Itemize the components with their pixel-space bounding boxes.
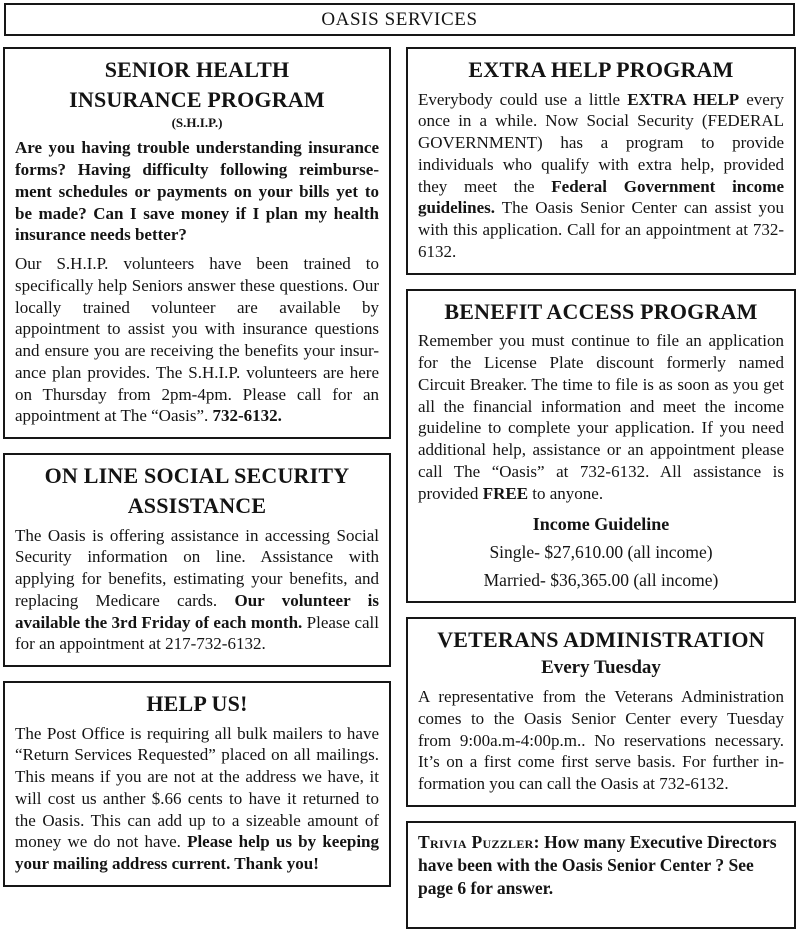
trivia-paragraph [418, 831, 784, 901]
right-column [406, 47, 796, 929]
benefit-access-title: BENEFIT ACCESS PROGRAM [444, 298, 758, 324]
content-columns [3, 47, 796, 929]
extra-help-paragraph [418, 89, 784, 263]
text-segment: Trivia Puzzler: [418, 831, 540, 852]
benefit-access-box [406, 289, 796, 604]
text-segment: Federal Government income guidelines. [418, 176, 784, 218]
text-segment: 732-6132. [212, 406, 282, 426]
online-ss-paragraph [15, 525, 379, 656]
text-segment: EXTRA HELP [627, 89, 740, 109]
text-segment: Please help us by keeping your mailing address current. Thank you! [15, 832, 380, 874]
text-segment: FREE [482, 483, 529, 503]
left-column [3, 47, 391, 887]
veterans-paragraph [418, 686, 784, 795]
online-social-security-box [3, 453, 391, 667]
text-segment: Remember you must continue to file an application for the License Plate discount formerly named Circuit Breaker. The time to file is as soon as you get all the financial information and meet the income guideline to complete your application. If you need additional help, assistance or an appointment please call The “Oasis” at 732-6132. All assistance is provided [418, 331, 784, 503]
text-segment: The Post Office is requiring all bulk mailers to have “Return Services Requested” placed on all mailings. This means if you are not at the address we have, it will cost us anther $.66 cents to have it returned to the Oasis. This can add up to a sizeable amount of money we do not have. [15, 723, 379, 852]
veterans-subtitle: Every Tuesday [541, 657, 661, 679]
ship-box [3, 47, 391, 439]
ship-title [15, 55, 379, 114]
online-ss-title-line1: ON LINE SOCIAL SECURITY [44, 463, 350, 489]
text-segment: Everybody could use a little [418, 89, 628, 109]
help-us-paragraph [15, 723, 379, 875]
ship-title-line2: INSURANCE PROGRAM [69, 86, 325, 112]
text-segment: every once in a while. Now Social Security (FEDERAL GOVERNMENT) has a program to provide individuals who qualify with extra help, provided they meet the [418, 89, 784, 196]
text-segment: The Oasis is offering assistance in accessing Social Security information on line. Assistance with applying for benefits, estimating your benefits, and replacing Medicare cards. [15, 525, 379, 610]
extra-help-title: EXTRA HELP PROGRAM [468, 57, 734, 82]
text-segment: Are you having trouble understanding insurance forms? Having difficulty following reimburse-ment schedules or payments on your bills yet to be made? Can I save money if I plan my health insurance needs better? [15, 138, 379, 245]
income-guideline-single: Single- $27,610.00 (all income) [489, 542, 713, 563]
ship-paragraph-questions [15, 137, 379, 246]
page-header [4, 3, 795, 36]
help-us-title: HELP US! [146, 691, 248, 716]
ship-title-line1: SENIOR HEALTH [104, 57, 290, 82]
text-segment: Please call for an appointment at 217-732-6132. [15, 612, 379, 654]
income-guideline-heading: Income Guideline [532, 514, 670, 535]
veterans-title: VETERANS ADMINISTRATION [437, 627, 765, 653]
ship-subtitle: (S.H.I.P.) [171, 115, 223, 131]
ship-paragraph-details [15, 253, 379, 427]
veterans-administration-box [406, 617, 796, 806]
text-segment: to anyone. [528, 483, 604, 503]
page-title: OASIS SERVICES [321, 8, 478, 30]
text-segment: Our volunteer is available the 3rd Friday of each month. [15, 590, 379, 632]
online-ss-title [15, 461, 379, 520]
text-segment: A representative from the Veterans Administration comes to the Oasis Senior Center every Tuesday from 9:00a.m-4:00p.m.. No reservations necessary. It’s on a first come first serve basis. For further in-formation you can call the Oasis at 732-6132. [418, 687, 784, 794]
text-segment: The Oasis Senior Center can assist you with this application. Call for an appointment at 732-6132. [418, 198, 784, 261]
help-us-box [3, 681, 391, 887]
extra-help-box [406, 47, 796, 275]
trivia-puzzler-box [406, 821, 796, 929]
text-segment: Our S.H.I.P. volunteers have been trained to specifically help Seniors answer these questions. Our locally trained volunteer are available by appointment to assist you with insurance questions and ensure you are receiving the benefits your insur-ance plan provides. The S.H.I.P. volunteers are here on Thursday from 2pm-4pm. Please call for an appointment at The “Oasis”. [15, 254, 379, 426]
income-guideline-married: Married- $36,365.00 (all income) [483, 570, 719, 591]
text-segment: How many Executive Directors have been with the Oasis Senior Center ? See page 6 for answer. [418, 831, 777, 899]
benefit-access-paragraph [418, 330, 784, 504]
online-ss-title-line2: ASSISTANCE [127, 492, 267, 518]
